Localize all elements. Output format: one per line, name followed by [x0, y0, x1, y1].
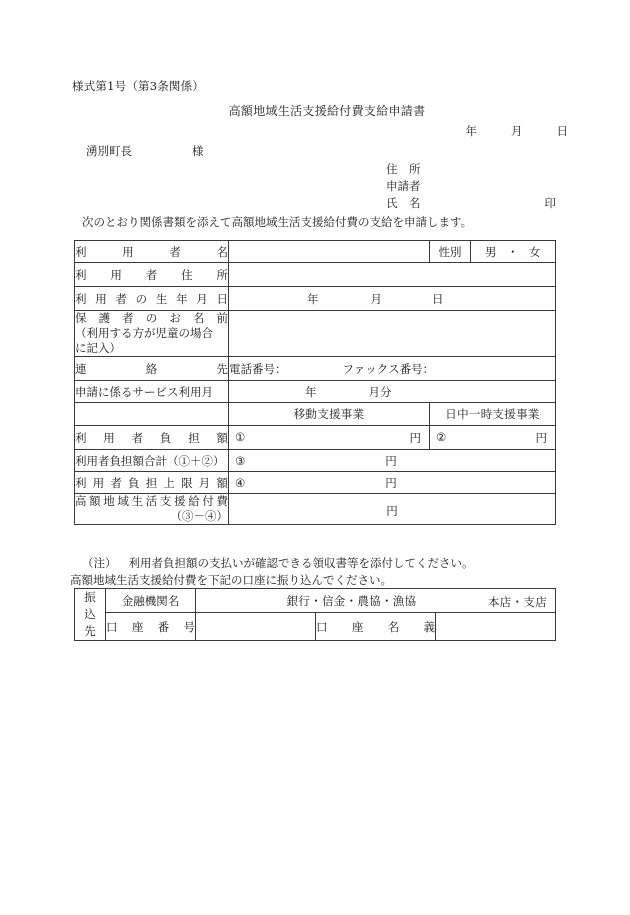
contact-input[interactable] [229, 357, 556, 381]
guardian-label [75, 311, 229, 357]
service-column-daytime: 日中一時支援事業 [430, 403, 556, 426]
note-line [82, 555, 474, 571]
addressee [86, 143, 204, 159]
application-table [74, 240, 556, 525]
user-address-label: 利用者住所 [75, 263, 229, 287]
transfer-destination-label [75, 589, 106, 641]
applicant-address-label: 住 所 [386, 162, 421, 176]
date-line [466, 123, 569, 139]
guardian-label-line1: 保護者のお名前 [75, 311, 228, 325]
benefit-input[interactable] [229, 494, 556, 525]
document-title: 高額地域生活支援給付費支給申請書 [228, 104, 426, 118]
institution-kinds[interactable]: 銀行・信金・農協・漁協 [286, 593, 417, 608]
guardian-name-input[interactable] [229, 311, 556, 357]
total-yen: 円 [385, 453, 397, 468]
applicant-address-row [386, 161, 556, 178]
applicant-block [386, 161, 556, 212]
institution-name-input[interactable] [196, 589, 556, 613]
sex-female-option[interactable]: 女 [529, 244, 541, 259]
bank-row-account [75, 613, 556, 641]
note-text: 利用者負担額の支払いが確認できる領収書等を添付してください。 [128, 556, 474, 570]
note-tag: （注） [82, 556, 117, 570]
sex-male-option[interactable]: 男 [485, 244, 497, 259]
burden-mobility-input[interactable] [229, 426, 430, 450]
burden-daytime-number: ② [436, 430, 447, 444]
limit-label: 利用者負担上限月額 [75, 472, 229, 494]
branch-kinds[interactable]: 本店・支店 [488, 595, 547, 609]
birthdate-year-label: 年 [307, 291, 319, 306]
sex-label: 性別 [430, 241, 471, 263]
table-row-benefit [75, 494, 556, 525]
service-header-blank [75, 403, 229, 426]
table-row-user-address [75, 263, 556, 287]
date-month-label: 月 [511, 124, 523, 138]
phone-number-label: 電話番号： [229, 361, 287, 376]
service-month-label: 申請に係るサービス利用月 [75, 381, 229, 403]
total-number: ③ [235, 454, 246, 468]
table-row-limit [75, 472, 556, 494]
benefit-yen: 円 [386, 504, 398, 518]
addressee-name: 湧別町長 [86, 144, 132, 158]
intro-sentence: 次のとおり関係書類を添えて高額地域生活支援給付費の支給を申請します。 [82, 215, 473, 229]
account-name-label: 口座名義 [316, 613, 436, 641]
limit-number: ④ [235, 476, 246, 490]
seal-mark: 印 [544, 196, 556, 210]
sex-separator: ・ [507, 244, 519, 259]
contact-label: 連絡先 [75, 357, 229, 381]
birthdate-input[interactable] [229, 287, 556, 311]
table-row-service-month [75, 381, 556, 403]
benefit-label-line2: （③－④） [170, 509, 228, 523]
service-column-mobility: 移動支援事業 [229, 403, 430, 426]
date-year-label: 年 [465, 124, 477, 138]
service-month-input[interactable] [229, 381, 556, 403]
table-row-contact [75, 357, 556, 381]
transfer-label-char2: 込 [84, 607, 96, 621]
user-name-label: 利用者名 [75, 241, 229, 263]
benefit-label-line1: 高額地域生活支援給付費 [75, 494, 228, 508]
applicant-label: 申請者 [386, 179, 421, 193]
user-address-input[interactable] [229, 263, 556, 287]
date-day-label: 日 [556, 124, 568, 138]
burden-daytime-input[interactable] [430, 426, 556, 450]
user-name-input[interactable] [229, 241, 430, 263]
limit-input[interactable] [229, 472, 556, 494]
table-row-birthdate [75, 287, 556, 311]
service-month-suffix: 月分 [368, 384, 392, 399]
form-number: 様式第1号（第3条関係） [72, 79, 205, 93]
fax-number-label: ファックス番号： [342, 361, 435, 376]
addressee-honorific: 様 [192, 144, 204, 158]
account-number-input[interactable] [196, 613, 316, 641]
birthdate-month-label: 月 [370, 291, 382, 306]
total-label: 利用者負担額合計（①＋②） [75, 450, 229, 472]
burden-mobility-yen: 円 [409, 431, 421, 445]
guardian-label-line3: に記入） [75, 341, 121, 355]
applicant-name-row [386, 195, 556, 212]
burden-daytime-yen: 円 [535, 431, 547, 445]
burden-label: 利用者負担額 [75, 426, 229, 450]
transfer-instruction: 高額地域生活支援給付費を下記の口座に振り込んでください。 [70, 573, 392, 587]
table-row-guardian [75, 311, 556, 357]
table-row-user-name [75, 241, 556, 263]
applicant-name-label: 氏 名 [386, 196, 421, 210]
total-input[interactable] [229, 450, 556, 472]
limit-yen: 円 [385, 475, 397, 490]
sex-choice[interactable] [471, 241, 556, 263]
table-row-total [75, 450, 556, 472]
bank-account-table [74, 588, 556, 641]
guardian-label-line2: （利用する方が児童の場合 [75, 326, 213, 340]
birthdate-label: 利用者の生年月日 [75, 287, 229, 311]
table-row-service-header [75, 403, 556, 426]
benefit-label [75, 494, 229, 525]
birthdate-day-label: 日 [432, 291, 444, 306]
burden-mobility-number: ① [235, 430, 246, 444]
institution-name-label: 金融機関名 [106, 589, 196, 613]
table-row-burden [75, 426, 556, 450]
service-month-year-label: 年 [305, 384, 317, 399]
bank-row-institution [75, 589, 556, 613]
account-name-input[interactable] [436, 613, 556, 641]
applicant-label-row [386, 178, 556, 195]
transfer-label-char1: 振 [84, 590, 96, 604]
account-number-label: 口座番号 [106, 613, 196, 641]
transfer-label-char3: 先 [84, 624, 96, 638]
